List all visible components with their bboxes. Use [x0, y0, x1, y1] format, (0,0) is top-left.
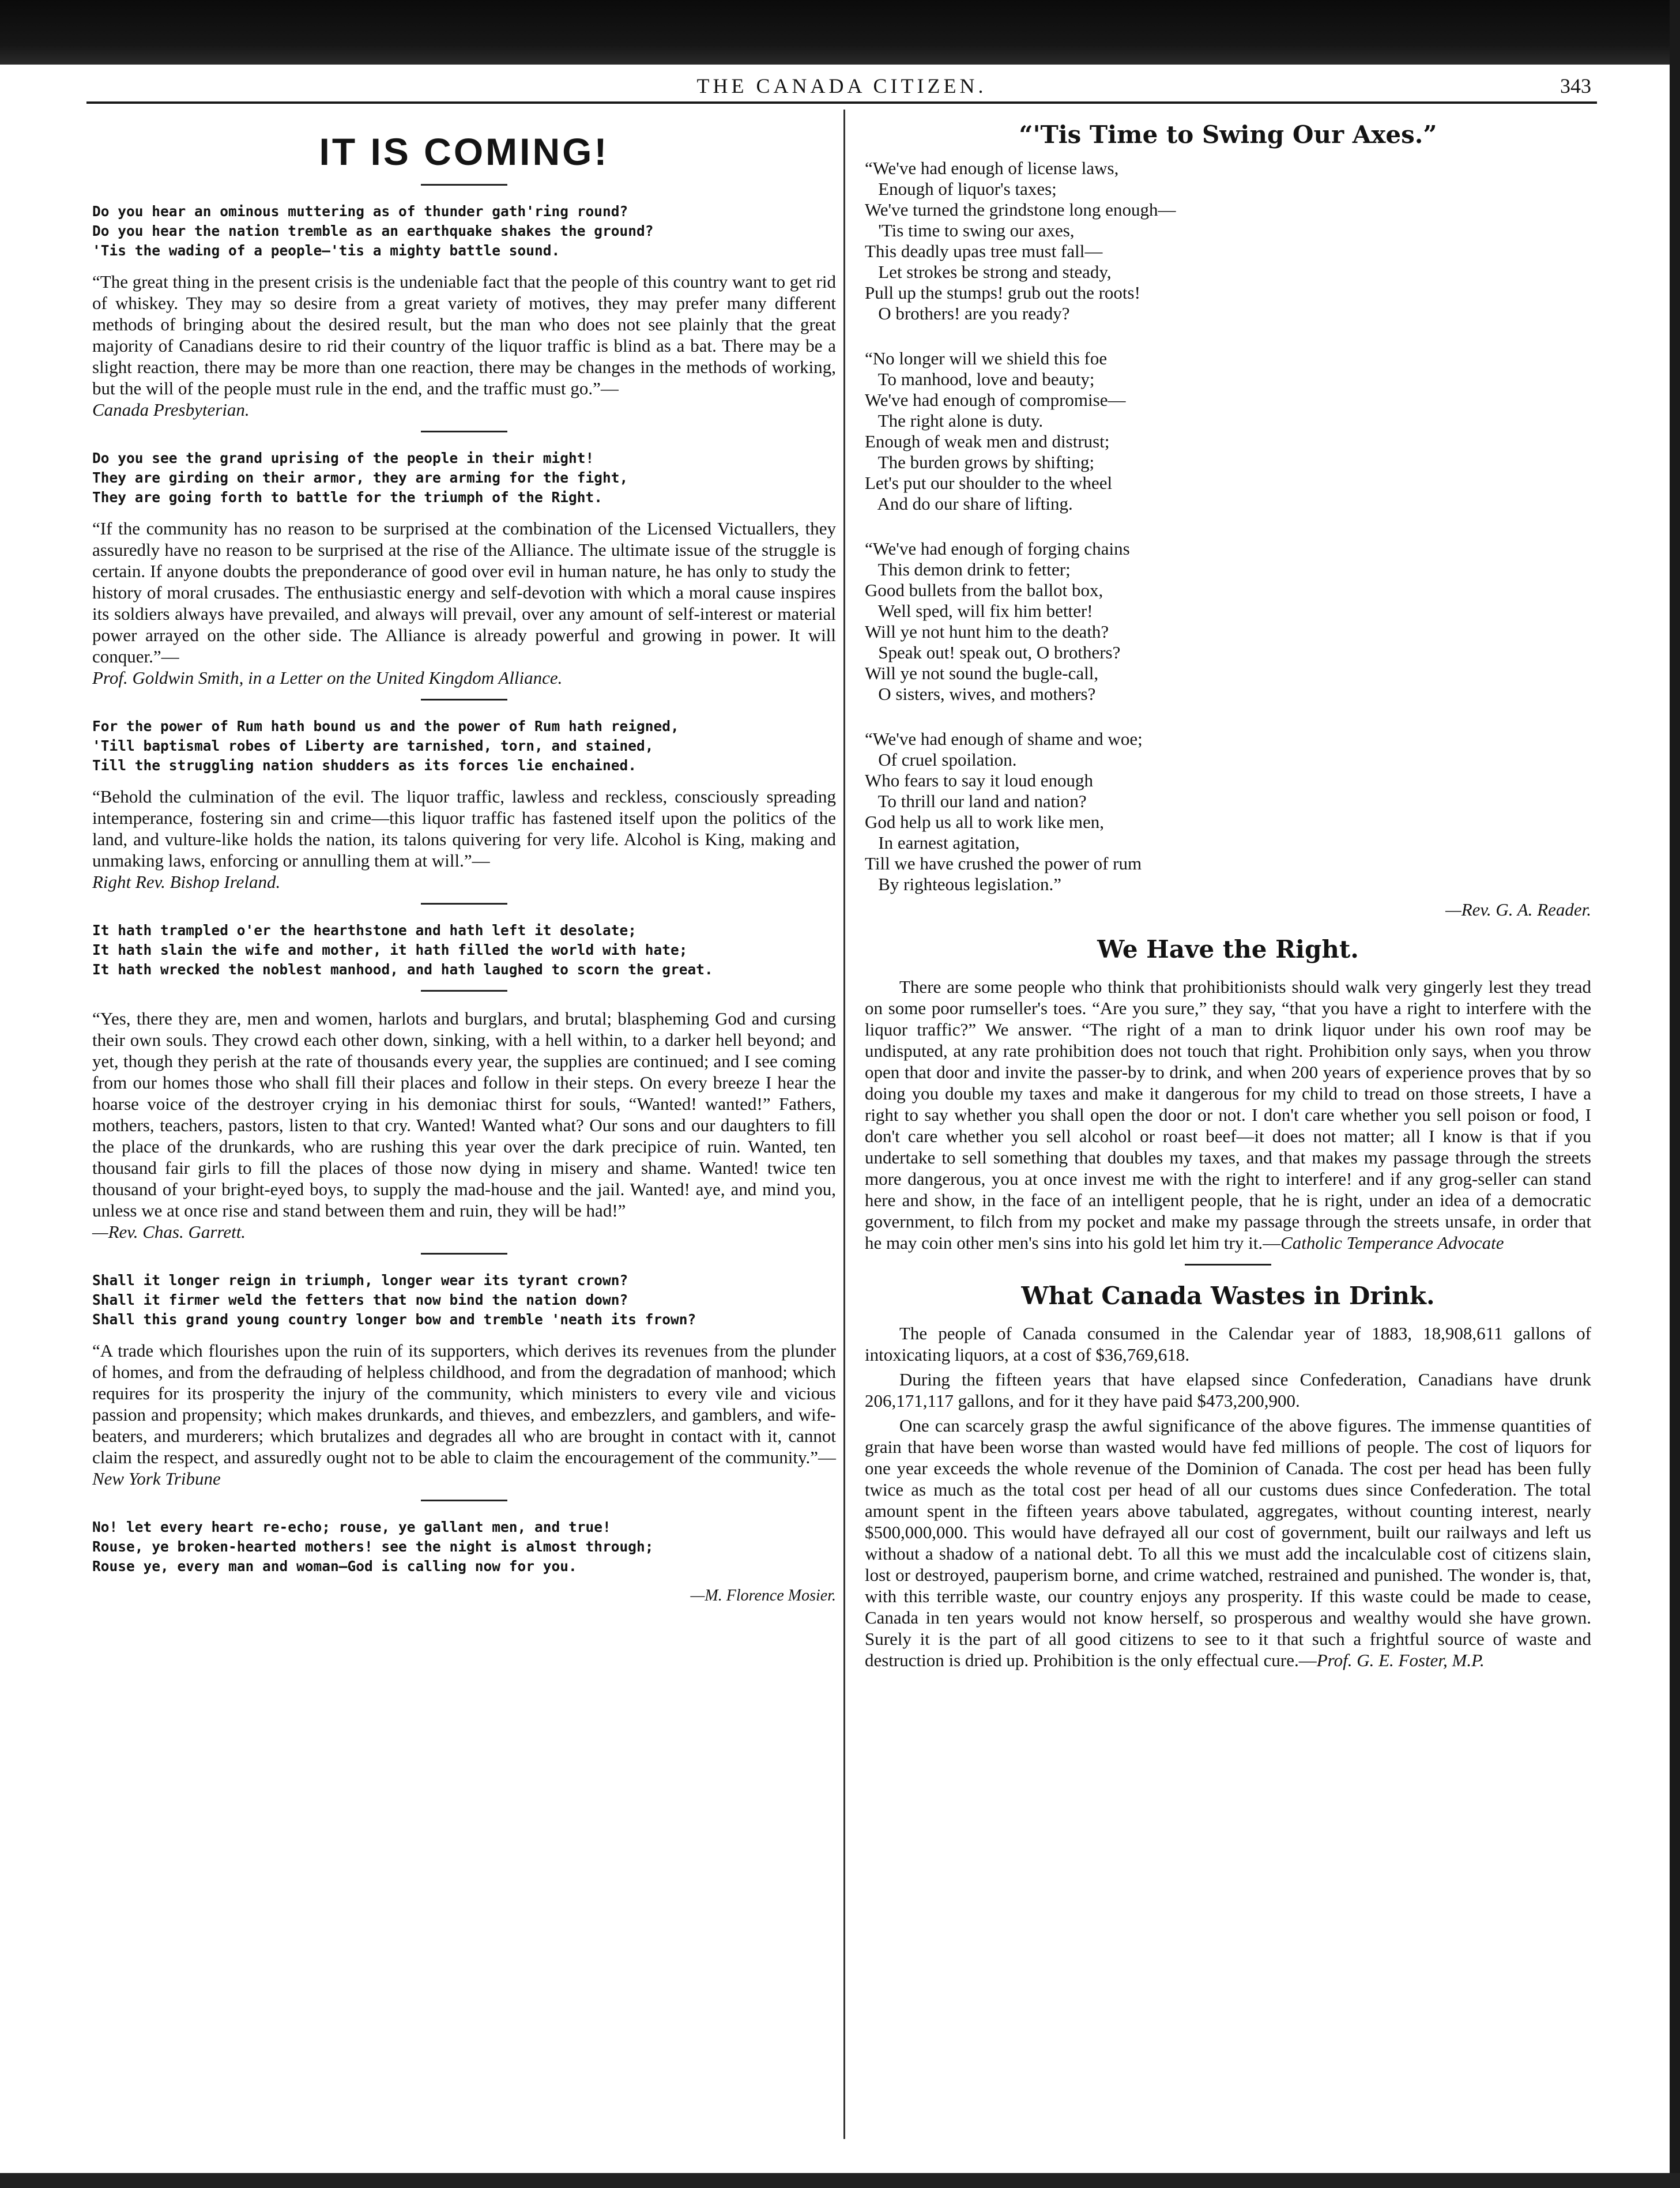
page-top-border	[0, 0, 1680, 65]
quote-citation: —Rev. Chas. Garrett.	[92, 1222, 246, 1242]
page-bottom-border	[0, 2173, 1680, 2188]
quote-paragraph: “A trade which flourishes upon the ruin of its supporters, which derives its revenues from the plunder of homes, and from the defrauding of helpless childhood, and from the degradation of manhood; which requires for its prosperity the injury of the community, which ministers to every vile and vicious passion and propensity; which makes drunkards, and thieves, and embezzlers, and gamblers, and wife-beaters, and murderers; which brutalizes and degrades all who are brought in contact with it, cannot claim the respect, and assuredly ought not to be able to claim the encouragement of the community.”—New York Tribune	[92, 1340, 836, 1489]
header-rule	[86, 101, 1597, 104]
divider	[1185, 1264, 1271, 1266]
quote-paragraph: “Behold the culmination of the evil. The liquor traffic, lawless and reckless, consciously spreading intemperance, fostering sin and crime—this liquor traffic has fastened itself upon the politics of the land, and vulture-like holds the nation, its talons quivering for very life. Alcohol is King, making and unmaking laws, enforcing or annulling them at will.”— Right Rev. Bishop Ireland.	[92, 786, 836, 892]
verse-block: For the power of Rum hath bound us and the power of Rum hath reigned, 'Till baptismal robes of Liberty are tarnished, torn, and stained, Till the struggling nation shudders as its forces lie enchained.	[92, 718, 679, 774]
divider	[421, 1253, 507, 1255]
page-header	[86, 70, 1597, 105]
quote-paragraph: “If the community has no reason to be surprised at the combination of the Licensed Victuallers, they assuredly have no reason to be surprised at the rise of the Alliance. The ultimate issue of the struggle is certain. If anyone doubts the preponderance of good over evil in human nature, he has only to study the history of moral crusades. The enthusiastic energy and self-devotion with which a moral cause inspires its soldiers always have prevailed, and always will prevail, over any amount of self-interest or material power arrayed on the other side. The Alliance is already powerful and growing in power. It will conquer.”— Prof. Goldwin Smith, in a Letter on the United Kingdom Alliance.	[92, 518, 836, 688]
poem-author: —M. Florence Mosier.	[690, 1587, 836, 1605]
poem-stanza: “We've had enough of license laws, Enough of liquor's taxes; We've turned the grindstone long enough— 'Tis time to swing our axes, This deadly upas tree must fall— Let strokes be strong and steady, Pull up the stumps! grub out the roots! O brothers! are you ready?	[865, 158, 1176, 323]
article-citation: Catholic Temperance Advocate	[1280, 1233, 1504, 1253]
poem-title: “'Tis Time to Swing Our Axes.”	[1019, 120, 1437, 149]
quote-paragraph: “The great thing in the present crisis is the undeniable fact that the people of this country want to get rid of whiskey. They may so desire from a great variety of motives, they may prefer many different methods of bringing about the desired result, but the man who does not see plainly that the great majority of Canadians desire to rid their country of the liquor traffic is blind as a bat. There may be a slight reaction, there may be more than one reaction, there may be changes in the methods of working, but the will of the people must rule in the end, and the traffic must go.”— Canada Presbyterian.	[92, 272, 836, 420]
quote-citation: Canada Presbyterian.	[92, 400, 250, 420]
divider	[421, 1500, 507, 1501]
page-right-border	[1670, 0, 1680, 2188]
divider	[421, 699, 507, 701]
right-column	[865, 112, 1591, 1674]
poem-stanza: “No longer will we shield this foe To manhood, love and beauty; We've had enough of compromise— The right alone is duty. Enough of weak men and distrust; The burden grows by shifting; Let's put our shoulder to the wheel And do our share of lifting.	[865, 348, 1126, 514]
divider	[421, 990, 507, 992]
quote-citation: New York Tribune	[92, 1468, 221, 1489]
article-paragraph: One can scarcely grasp the awful significance of the above figures. The immense quantities of grain that have been worse than wasted would have fed millions of people. The cost of liquors for one year exceeds the whole revenue of the Dominion of Canada. The cost per head has been fully twice as much as the total cost per head of all our customs dues since Confederation. The total amount spent in the fifteen years above tabulated, aggregates, without counting interest, nearly $500,000,000. This would have defrayed all our cost of government, built our railways and left us without a shadow of a national debt. To all this we must add the incalculable cost of citizens slain, lost or destroyed, pauperism borne, and crime watched, restrained and punished. The wonder is, that, with this terrible waste, our country enjoys any prosperity. If this waste could be made to cease, Canada in ten years would not know herself, so prosperous and wealthy would she have grown. Surely it is the part of all good citizens to see to it that such a frightful source of waste and destruction is dried up. Prohibition is the only effectual cure.—Prof. G. E. Foster, M.P.	[865, 1415, 1591, 1670]
column-divider	[843, 110, 845, 2139]
poem-stanza: “We've had enough of forging chains This demon drink to fetter; Good bullets from the ballot box, Well sped, will fix him better! Will ye not hunt him to the death? Speak out! speak out, O brothers? Will ye not sound the bugle-call, O sisters, wives, and mothers?	[865, 538, 1130, 704]
article-paragraph: During the fifteen years that have elapsed since Confederation, Canadians have drunk 206,171,117 gallons, and for it they have paid $473,200,900.	[865, 1369, 1591, 1411]
divider	[421, 903, 507, 905]
verse-block: Do you hear an ominous muttering as of thunder gath'ring round? Do you hear the nation tremble as an earthquake shakes the ground? 'Tis the wading of a people—'tis a mighty battle sound.	[92, 203, 654, 259]
page-number: 343	[1560, 74, 1591, 97]
newspaper-title: THE CANADA CITIZEN.	[696, 74, 987, 97]
poem-attribution: —Rev. G. A. Reader.	[1445, 899, 1591, 920]
verse-block: Shall it longer reign in triumph, longer wear its tyrant crown? Shall it firmer weld the fetters that now bind the nation down? Shall this grand young country longer bow and tremble 'neath its frown?	[92, 1272, 696, 1328]
article-citation: Prof. G. E. Foster, M.P.	[1316, 1650, 1485, 1670]
quote-citation: Right Rev. Bishop Ireland.	[92, 872, 281, 892]
poem-stanza: “We've had enough of shame and woe; Of cruel spoilation. Who fears to say it loud enough To thrill our land and nation? God help us all to work like men, In earnest agitation, Till we have crushed the power of rum By righteous legislation.”	[865, 729, 1143, 894]
quote-paragraph: “Yes, there they are, men and women, harlots and burglars, and brutal; blaspheming God and cursing their own souls. They crowd each other down, sinking, with a hell within, to a darker hell beyond; and yet, though they perish at the rate of thousands every year, the supplies are continued; and I see coming from our homes those who shall fill their places and follow in their steps. On every breeze I hear the hoarse voice of the destroyer crying in his demoniac thirst for souls, “Wanted! wanted!” Fathers, mothers, teachers, pastors, listen to that cry. Wanted! Wanted what? Our sons and our daughters to fill the place of the drunkards, who are rushing this year over the dark precipice of ruin. Wanted, ten thousand fair girls to fill the places of those now dying in misery and shame. Wanted! twice ten thousand of your bright-eyed boys, to supply the mad-house and the jail. Wanted! aye, and mind you, unless we at once rise and stand between them and ruin, they will be had!” —Rev. Chas. Garrett.	[92, 1008, 836, 1242]
divider	[421, 431, 507, 432]
quote-citation: Prof. Goldwin Smith, in a Letter on the United Kingdom Alliance.	[92, 668, 563, 688]
verse-block: No! let every heart re-echo; rouse, ye gallant men, and true! Rouse, ye broken-hearted mothers! see the night is almost through; Rouse ye, every man and woman—God is calling now for you.	[92, 1519, 654, 1575]
left-column	[92, 112, 836, 1610]
section-title: We Have the Right.	[1097, 935, 1359, 963]
article-title: IT IS COMING!	[319, 130, 609, 173]
section-title: What Canada Wastes in Drink.	[1021, 1282, 1435, 1310]
verse-block: Do you see the grand uprising of the people in their might! They are girding on their armor, they are arming for the fight, They are going forth to battle for the triumph of the Right.	[92, 450, 628, 506]
article-paragraph: The people of Canada consumed in the Calendar year of 1883, 18,908,611 gallons of intoxicating liquors, at a cost of $36,769,618.	[865, 1323, 1591, 1365]
verse-block: It hath trampled o'er the hearthstone and hath left it desolate; It hath slain the wife and mother, it hath filled the world with hate; It hath wrecked the noblest manhood, and hath laughed to scorn the great.	[92, 922, 713, 978]
article-paragraph: There are some people who think that prohibitionists should walk very gingerly lest they tread on some poor rumseller's toes. “Are you sure,” they say, “that you have a right to interfere with the liquor traffic?” We answer. “The right of a man to drink liquor under his own roof may be undisputed, at any rate prohibition does not touch that right. Prohibition only says, when you throw open that door and invite the passer-by to drink, and when 200 years of experience proves that by so doing you double my taxes and make it dangerous for my child to tread on those streets, I have a right to say whether you shall open the door or not. I don't care whether you sell poison or food, I don't care whether you sell alcohol or roast beef—it does not matter; all I know is that if you undertake to sell something that doubles my taxes, and that makes my passage through the streets more dangerous, you at once invest me with the right to interfere! and if any grog-seller can stand here and show, in the face of an intelligent people, that he is right, under an idea of a democratic government, to filch from my pocket and make my passage through the streets unsafe, in order that he may coin other men's sins into his gold let him try it.—Catholic Temperance Advocate	[865, 977, 1591, 1253]
divider	[421, 184, 507, 186]
